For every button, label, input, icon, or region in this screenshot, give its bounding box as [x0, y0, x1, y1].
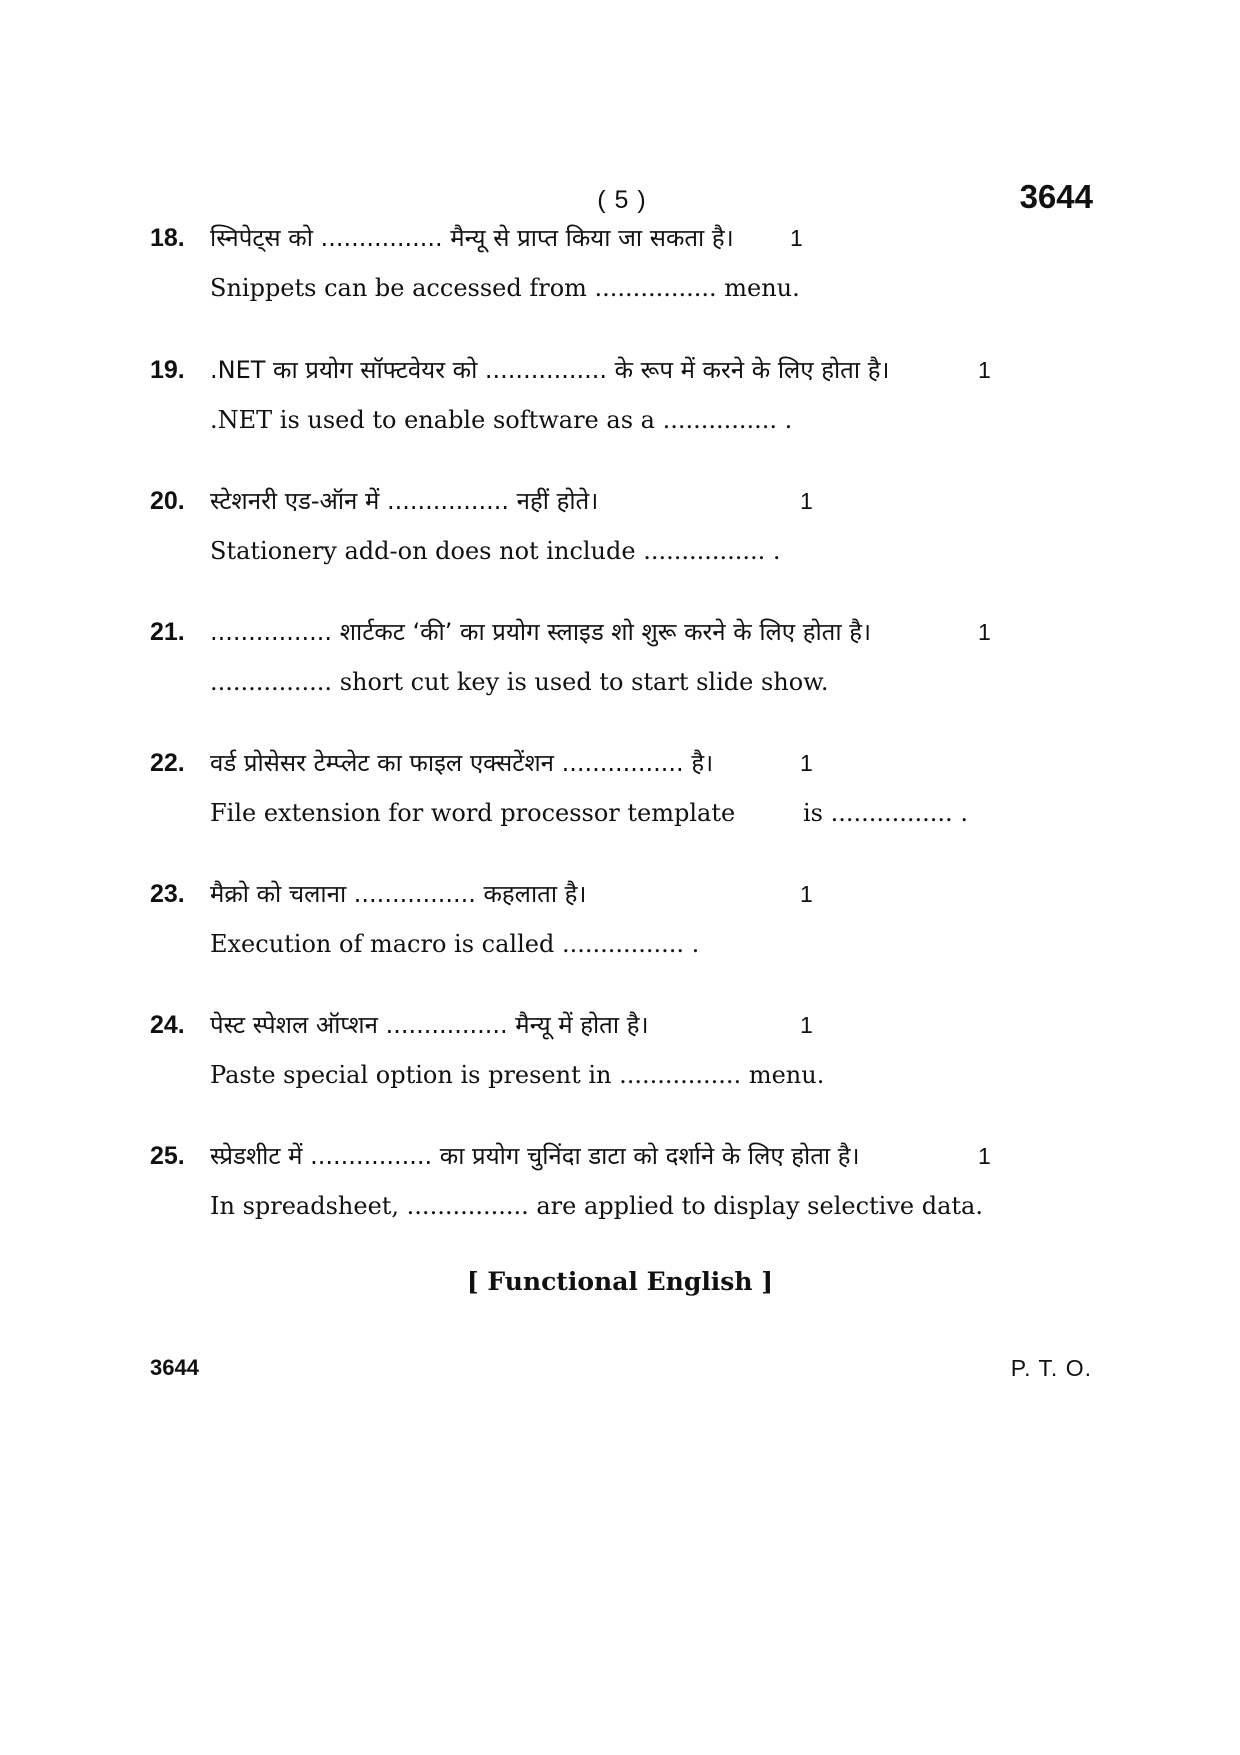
question-english-text: .NET is used to enable software as a ............... .: [210, 406, 793, 434]
question-hindi-text: स्टेशनरी एड-ऑन में ................ नहीं होते।: [210, 487, 599, 515]
question-number: 22.: [150, 749, 185, 777]
footer-paper-code: 3644: [150, 1355, 199, 1380]
question-hindi-text: स्प्रेडशीट में ................ का प्रयोग चुनिंदा डाटा को दर्शाने के लिए होता है।: [210, 1142, 860, 1170]
question-hindi-line: [150, 213, 1010, 263]
question-marks: 1: [978, 1143, 991, 1169]
question-23: [150, 869, 1010, 969]
question-hindi-text: .NET का प्रयोग सॉफ्टवेयर को ................ के रूप में करने के लिए होता है।: [210, 356, 890, 384]
question-hindi-text: स्निपेट्स को ................ मैन्यू से प्राप्त किया जा सकता है।: [210, 224, 734, 252]
question-19: [150, 345, 1010, 445]
question-english-line: [150, 1050, 1010, 1100]
page-number: ( 5 ): [597, 186, 647, 214]
question-english-text: Execution of macro is called ................ .: [210, 930, 700, 958]
question-marks: 1: [800, 750, 813, 776]
question-english-line: [150, 919, 1010, 969]
question-english-line: [150, 788, 1010, 838]
question-hindi-line: [150, 607, 1010, 657]
question-english-line: [150, 526, 1010, 576]
question-22: [150, 738, 1010, 838]
question-24: [150, 1000, 1010, 1100]
question-english-text: In spreadsheet, ................ are applied to display selective data.: [210, 1192, 983, 1220]
question-marks: 1: [800, 488, 813, 514]
question-marks: 1: [978, 357, 991, 383]
question-marks: 1: [800, 881, 813, 907]
question-number: 19.: [150, 356, 185, 384]
question-english-text: Snippets can be accessed from ................ menu.: [210, 274, 800, 302]
question-hindi-text: वर्ड प्रोसेसर टेम्प्लेट का फाइल एक्सटेंशन ................ है।: [210, 749, 714, 777]
question-english-line: [150, 657, 1010, 707]
question-number: 18.: [150, 224, 185, 252]
question-english-text: File extension for word processor template: [210, 799, 736, 827]
question-number: 23.: [150, 880, 185, 908]
footer-pto: P. T. O.: [1010, 1355, 1092, 1381]
question-20: [150, 476, 1010, 576]
question-hindi-line: [150, 476, 1010, 526]
question-english-text: Paste special option is present in ................ menu.: [210, 1061, 825, 1089]
question-marks: 1: [800, 1012, 813, 1038]
question-number: 24.: [150, 1011, 185, 1039]
question-hindi-text: ................ शार्टकट ‘की’ का प्रयोग स्लाइड शो शुरू करने के लिए होता है।: [210, 618, 872, 646]
question-25: [150, 1131, 1010, 1231]
question-english-text: Stationery add-on does not include ................ .: [210, 537, 781, 565]
question-number: 21.: [150, 618, 185, 646]
question-hindi-line: [150, 1131, 1010, 1181]
question-english-line: [150, 1181, 1010, 1231]
question-marks: 1: [978, 619, 991, 645]
question-english-line: [150, 263, 1010, 313]
question-english-line: [150, 395, 1010, 445]
question-marks: 1: [790, 225, 803, 251]
question-english-text: ................ short cut key is used to start slide show.: [210, 668, 829, 696]
question-number: 20.: [150, 487, 185, 515]
question-hindi-text: मैक्रो को चलाना ................ कहलाता है।: [210, 880, 587, 908]
question-number: 25.: [150, 1142, 185, 1170]
question-hindi-line: [150, 738, 1010, 788]
section-heading: [ Functional English ]: [466, 1267, 774, 1296]
paper-code-top: 3644: [1019, 178, 1093, 215]
question-hindi-text: पेस्ट स्पेशल ऑप्शन ................ मैन्यू में होता है।: [210, 1011, 649, 1039]
question-english-tail: is ................ .: [803, 799, 968, 827]
question-hindi-line: [150, 1000, 1010, 1050]
question-21: [150, 607, 1010, 707]
question-18: [150, 213, 1010, 313]
question-hindi-line: [150, 345, 1010, 395]
question-hindi-line: [150, 869, 1010, 919]
